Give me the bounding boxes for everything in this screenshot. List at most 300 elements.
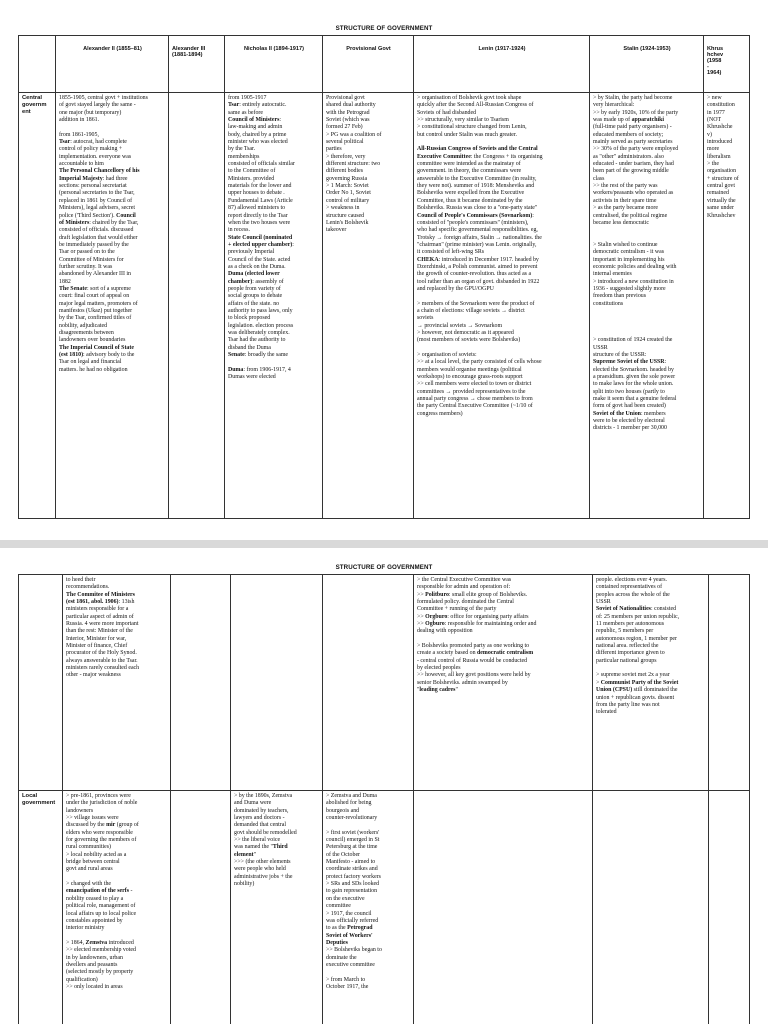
- text-line: >> Politburo: small elite group of Bolsheviks.: [417, 591, 528, 598]
- text-line: when the two houses were: [228, 219, 291, 226]
- text-line: dominate the: [326, 954, 357, 961]
- text-line: Council of Ministers:: [228, 117, 282, 124]
- text-line: disagreements between: [59, 330, 114, 336]
- text-line: The Commitee of Ministers: [66, 591, 135, 598]
- text-line: Tsar had the authority to: [228, 337, 286, 344]
- text-line: constitutions: [593, 300, 624, 307]
- row-label-central: [19, 93, 56, 519]
- text-line: Tsar or passed on to the: [59, 249, 115, 256]
- text-line: >> elected membership voted: [66, 947, 136, 954]
- text-line: > by the 1890s, Zemstva: [234, 793, 293, 799]
- cell-khrushchev-central-cont: [709, 575, 750, 791]
- cell-nicholas-ii-central-cont: [231, 575, 323, 791]
- text-line: qualification): [66, 976, 98, 983]
- text-line: consisted of "people's commissars" (ministers),: [417, 219, 529, 226]
- text-line: than the rest: Minister of the: [66, 628, 133, 635]
- text-line: the party Central Executive Committee (~1/10 of: [417, 403, 533, 410]
- text-line: (personal secretaries to the Tsar,: [59, 190, 135, 197]
- blank-line: [228, 359, 320, 366]
- government-structure-table-continued: [18, 574, 750, 1024]
- cell-khrushchev-central: [704, 93, 750, 519]
- text-line: abandoned by Alexander III in: [59, 271, 131, 278]
- text-line: report directly to the Tsar: [228, 212, 288, 219]
- row-label-local: [19, 791, 63, 1024]
- text-line: Fundamental Laws (Article: [228, 197, 293, 204]
- text-line: > however, not democratic as it appeared: [417, 330, 514, 336]
- text-line: particular aspect of admin of: [66, 613, 134, 620]
- text-line: centralised, the political regime: [593, 212, 668, 219]
- text-line: under the jurisdiction of noble: [66, 800, 138, 807]
- text-line: virtually the: [707, 197, 736, 204]
- blank-line: [326, 969, 411, 976]
- text-line: and Duma were: [234, 800, 272, 807]
- row-label-line: ent: [22, 109, 31, 115]
- text-line: > 1917, the council: [326, 910, 372, 917]
- text-line: 1936 - suggested slightly more: [593, 285, 666, 292]
- cell-alexander-iii-central-cont: [171, 575, 231, 791]
- text-line: structure of the USSR:: [593, 352, 647, 359]
- cell-khrushchev-local: [709, 791, 750, 1024]
- text-line: body, chaired by a prime: [228, 131, 287, 138]
- text-line: 1855-1905, central govt + institutions: [59, 95, 148, 101]
- text-line: economic policies and dealing with: [593, 263, 677, 270]
- text-line: people from variety of: [228, 285, 281, 292]
- text-line: CHEKA: introduced in December 1917. headed by: [417, 256, 539, 263]
- text-line: > organisation of Bolshevik govt took shape: [417, 95, 522, 101]
- document-page-2: [0, 548, 768, 1024]
- text-line: one major (but temporary): [59, 109, 122, 116]
- text-line: always answerable to the Tsar.: [66, 657, 138, 664]
- text-line: dwellers and peasants: [66, 961, 118, 968]
- text-line: minister who was elected: [228, 139, 288, 146]
- text-line: quickly after the Second All-Russian Congress of: [417, 102, 534, 109]
- text-line: > constitutional structure changed from Lenin,: [417, 124, 527, 131]
- text-line: Bolsheviks. Russia was close to a "one-party state": [417, 205, 538, 212]
- text-line: USSR: [593, 344, 608, 351]
- text-line: by elected peoples: [417, 665, 461, 672]
- text-line: educated - under tsarism, they had: [593, 161, 674, 168]
- text-line: were people who held: [234, 866, 286, 873]
- local-government-row: [19, 791, 750, 1024]
- text-line: > constitution of 1924 created the: [593, 337, 673, 344]
- text-line: Tsar: entirely autocratic.: [228, 102, 287, 109]
- text-line: members would organise meetings (political: [417, 366, 522, 373]
- text-line: > new: [707, 95, 722, 101]
- page-title: STRUCTURE OF GOVERNMENT: [335, 25, 433, 32]
- text-line: > changed with the: [66, 881, 112, 888]
- text-line: bridge between central: [66, 859, 120, 866]
- cell-stalin-local: [593, 791, 709, 1024]
- text-line: government. in theory, the commissars were: [417, 168, 522, 175]
- text-line: Tsar on legal and financial: [59, 359, 122, 366]
- text-line: was named the "Third: [234, 844, 288, 851]
- text-line: landowners over boundaries: [59, 337, 126, 344]
- text-line: > pre-1861, provinces were: [66, 793, 131, 799]
- text-line: major legal matters, promoters of: [59, 300, 138, 307]
- text-line: >> the liberal voice: [234, 837, 281, 844]
- header-line: hchev: [707, 52, 724, 58]
- text-line: > 1 March: Soviet: [326, 183, 369, 190]
- text-line: authority to pass laws, only: [228, 307, 293, 314]
- text-line: Union (CPSU) still dominated the: [596, 687, 678, 694]
- text-line: Khrushche: [707, 124, 733, 131]
- text-line: on the executive: [326, 895, 365, 902]
- text-line: >> village issues were: [66, 815, 119, 822]
- text-line: to make laws for the whole union.: [593, 381, 674, 388]
- cell-lenin-central: [414, 93, 590, 519]
- blank-line: [66, 933, 168, 940]
- text-line: lawyers and doctors -: [234, 815, 285, 822]
- header-lenin: Lenin (1917-1924): [414, 36, 590, 93]
- text-line: elders who were responsible: [66, 829, 133, 836]
- text-line: > 1864, Zemstva introduced: [66, 939, 134, 946]
- text-line: autonomous region, 1 member per: [596, 635, 677, 642]
- text-line: (est 1861, abol. 1906): 13ish: [66, 599, 135, 606]
- text-line: Bolsheviks were expelled from the Executive: [417, 190, 525, 197]
- text-line: > Zemstva and Duma: [326, 793, 377, 799]
- text-line: nobility): [234, 881, 255, 888]
- text-line: split into two houses (partly to: [593, 388, 665, 395]
- text-line: dominated by teachers,: [234, 807, 289, 814]
- text-line: All-Russian Congress of Soviets and the Central: [417, 146, 538, 153]
- text-line: counter-revolutionary: [326, 815, 378, 822]
- text-line: consisted of officials. discussed: [59, 227, 134, 234]
- blank-line: [66, 874, 168, 881]
- text-line: who had specific governmental responsibilities. eg,: [417, 227, 538, 234]
- text-line: govt should be remodelled: [234, 829, 297, 836]
- text-line: accountable to him: [59, 161, 104, 168]
- text-line: > first soviet (workers': [326, 829, 380, 836]
- text-line: responsible for admin and operation of:: [417, 584, 511, 591]
- text-line: national area. reflected the: [596, 643, 659, 650]
- text-line: nobility ceased to play a: [66, 895, 124, 902]
- blank-line: [417, 345, 587, 352]
- text-line: union + republican govts. dissent: [596, 694, 675, 701]
- blank-line: [593, 227, 701, 234]
- text-line: committee: [326, 903, 351, 910]
- text-line: Council of the State. acted: [228, 256, 291, 263]
- text-line: Interior, Minister for war,: [66, 635, 127, 642]
- blank-line: [593, 323, 701, 330]
- text-line: Senate: broadly the same: [228, 352, 289, 359]
- text-line: Dzerzhinski, a Polish communist. aimed to prevent: [417, 263, 538, 270]
- header-khrushchev: [704, 36, 750, 93]
- text-line: by the Tsar, confirmed titles of: [59, 315, 132, 322]
- government-structure-table: [18, 35, 750, 519]
- text-line: same under: [707, 205, 734, 212]
- text-line: discussed by the mir (group of: [66, 822, 139, 829]
- cell-lenin-local: [414, 791, 593, 1024]
- text-line: senior Bolsheviks. admin swamped by: [417, 679, 508, 686]
- text-line: to as the Petrograd: [326, 925, 373, 932]
- text-line: but control under Stalin was much greater.: [417, 131, 517, 138]
- text-line: interior ministry: [66, 925, 105, 932]
- text-line: of the October: [326, 851, 361, 858]
- text-line: >> by early 1920s, 10% of the party: [593, 109, 679, 116]
- text-line: a chain of elections: village soviets → district: [417, 307, 525, 314]
- text-line: October 1917, the: [326, 983, 369, 990]
- text-line: draft legislation that would either: [59, 234, 138, 241]
- text-line: The Personal Chancellory of his: [59, 168, 140, 175]
- text-line: >> structurally, very similar to Tsarism: [417, 117, 509, 124]
- cell-alexander-ii-local: [63, 791, 171, 1024]
- blank-line: [596, 665, 706, 672]
- text-line: disband the Duma: [228, 344, 271, 351]
- text-line: (NOT: [707, 117, 722, 124]
- text-line: Order No 1, Soviet: [326, 190, 371, 197]
- text-line: in 1977: [707, 109, 725, 116]
- blank-line: [326, 822, 411, 829]
- text-line: tolerated: [596, 709, 617, 716]
- header-stalin: Stalin (1924-1953): [590, 36, 704, 93]
- text-line: ministers responsible for a: [66, 606, 129, 613]
- text-line: in by landowners, urban: [66, 954, 123, 961]
- text-line: > Communist Party of the Soviet: [596, 679, 679, 686]
- text-line: nobility, adjudicated: [59, 322, 108, 329]
- text-line: implementation. everyone was: [59, 153, 132, 160]
- text-line: control of military: [326, 197, 370, 204]
- text-line: Petersburg at the time: [326, 844, 378, 851]
- text-line: 1882: [59, 278, 71, 285]
- text-line: internal enemies: [593, 271, 632, 278]
- cell-alexander-ii-central: [56, 93, 169, 519]
- text-line: State Council (nominated: [228, 234, 293, 241]
- text-line: > introduced a new constitution in: [593, 278, 674, 285]
- text-line: organisation: [707, 168, 737, 175]
- text-line: republic, 5 members per: [596, 628, 654, 635]
- text-line: (most members of soviets were Bolsheviks): [417, 337, 521, 344]
- text-line: structure caused: [326, 212, 365, 219]
- row-label-line: Local: [22, 793, 38, 799]
- row-label-line: Central: [22, 95, 42, 101]
- text-line: tool rather than an organ of govt. disbanded in 1922: [417, 278, 540, 285]
- text-line: Trotsky → foreign affairs, Stalin → nationalities. the: [417, 234, 542, 241]
- text-line: affairs of the state. no: [228, 300, 280, 307]
- text-line: in recess.: [228, 227, 250, 234]
- text-line: social groups to debate: [228, 293, 283, 300]
- text-line: Duma: from 1906-1917, 4: [228, 366, 291, 373]
- text-line: govt and rural areas: [66, 866, 113, 873]
- text-line: "leading cadres": [417, 687, 458, 694]
- text-line: > as the party became more: [593, 205, 658, 212]
- text-line: matters. he had no obligation: [59, 366, 128, 373]
- header-line: Khrus: [707, 46, 724, 52]
- text-line: >> 30% of the party were employed: [593, 146, 679, 153]
- text-line: class: [593, 175, 605, 182]
- text-line: Dumas were elected: [228, 374, 276, 381]
- text-line: >> Ogburo: responsible for maintaining order and: [417, 621, 537, 628]
- text-line: >> however, all key govt positions were held by: [417, 672, 531, 679]
- text-line: democratic centralism - it was: [593, 249, 664, 256]
- text-line: 11 members per autonomous: [596, 621, 665, 628]
- text-line: > Stalin wished to continue: [593, 241, 658, 248]
- text-line: workshops) to encourage grass-roots support: [417, 374, 523, 381]
- text-line: consisted of officials similar: [228, 161, 295, 168]
- text-line: >> only located in areas: [66, 983, 123, 990]
- text-line: >> Orgburo: office for organising party affairs: [417, 613, 529, 620]
- text-line: element": [234, 851, 257, 858]
- text-line: create a society based on democratic centralism: [417, 650, 534, 657]
- text-line: be immediately passed by the: [59, 241, 129, 248]
- text-line: been part of the growing middle: [593, 168, 669, 175]
- text-line: Duma (elected lower: [228, 271, 280, 278]
- text-line: activists in their spare time: [593, 197, 657, 204]
- text-line: Supreme Soviet of the USSR:: [593, 359, 667, 366]
- text-line: people. elections ever 4 years.: [596, 577, 667, 583]
- text-line: Committee of Ministers for: [59, 256, 124, 263]
- text-line: > Bolsheviks promoted party as one working to: [417, 643, 530, 650]
- text-line: were to be elected by electoral: [593, 418, 665, 425]
- text-line: law-making and admin: [228, 124, 283, 131]
- text-line: - central control of Russia would be conducted: [417, 657, 528, 664]
- blank-line: [59, 124, 166, 131]
- text-line: peoples across the whole of the: [596, 591, 670, 598]
- text-line: Executive Committee: the Congress + its organising: [417, 153, 543, 160]
- cell-nicholas-ii-central: [225, 93, 323, 519]
- row-label-line: governm: [22, 102, 47, 108]
- text-line: + structure of: [707, 175, 739, 182]
- text-line: central govt: [707, 183, 735, 190]
- blank-line: [417, 636, 590, 643]
- text-line: was made up of apparatchiki: [593, 117, 665, 124]
- text-line: Manifesto - aimed to: [326, 859, 376, 866]
- text-line: Committee, thus it became dominated by the: [417, 197, 523, 204]
- text-line: "chairman" (prime minister) was Lenin. originally,: [417, 241, 537, 248]
- cell-alexander-ii-central-cont: [63, 575, 171, 791]
- text-line: Ministers), legal advisers, secret: [59, 205, 136, 212]
- text-line: chamber): assembly of: [228, 278, 284, 285]
- text-line: form of govt had been created): [593, 403, 666, 410]
- text-line: constables appointed by: [66, 917, 123, 924]
- text-line: Soviets of had disbanded: [417, 109, 477, 116]
- text-line: committee were intended as the mainstay of: [417, 161, 521, 168]
- text-line: > supreme soviet met 2x a year: [596, 672, 670, 679]
- header-line: 1964): [707, 70, 722, 76]
- blank-line: [593, 315, 701, 322]
- text-line: and replaced by the GPU/OGPU: [417, 285, 494, 292]
- cell-alexander-iii-local: [171, 791, 231, 1024]
- text-line: soviets: [417, 315, 434, 322]
- text-line: from the party line was not: [596, 701, 660, 708]
- text-line: USSR: [596, 599, 611, 606]
- text-line: control of policy making +: [59, 146, 123, 153]
- text-line: formulated policy. dominated the Central: [417, 599, 514, 606]
- text-line: committees → provided representatives to the: [417, 388, 526, 395]
- text-line: sections: personal secretariat: [59, 183, 127, 190]
- text-line: dealing with opposition: [417, 628, 473, 635]
- text-line: very hierarchical:: [593, 102, 635, 109]
- central-government-row-continued: [19, 575, 750, 791]
- text-line: > members of the Sovnarkom were the product of: [417, 300, 535, 307]
- text-line: elected the Sovnarkom. headed by: [593, 366, 674, 373]
- text-line: v): [707, 131, 712, 138]
- header-line: -: [707, 64, 709, 70]
- text-line: for governing the members of: [66, 837, 137, 844]
- text-line: >>> (the other elements: [234, 859, 291, 866]
- text-line: several political: [326, 139, 364, 146]
- blank-line: [417, 293, 587, 300]
- text-line: liberalism: [707, 153, 731, 160]
- text-line: takeover: [326, 227, 347, 234]
- text-line: important in implementing his: [593, 256, 665, 263]
- text-line: became less democratic: [593, 219, 649, 226]
- text-line: >> cell members were elected to town or district: [417, 381, 532, 388]
- cell-provisional-local: [323, 791, 414, 1024]
- text-line: Lenin's Bolshevik: [326, 219, 369, 226]
- text-line: rural communities): [66, 844, 111, 851]
- text-line: different bodies: [326, 168, 364, 175]
- page-title: STRUCTURE OF GOVERNMENT: [335, 564, 433, 571]
- text-line: freedom than previous: [593, 293, 646, 300]
- blank-line: [593, 235, 701, 242]
- text-line: The Imperial Council of State: [59, 344, 134, 351]
- text-line: recommendations.: [66, 584, 110, 591]
- text-line: from 1905-1917: [228, 95, 267, 101]
- text-line: constitution: [707, 102, 735, 109]
- text-line: parties: [326, 146, 342, 153]
- row-label-empty: [19, 575, 63, 791]
- text-line: Tsar: autocrat, had complete: [59, 139, 127, 146]
- text-line: answerable to the Executive Committee (in reality,: [417, 175, 537, 182]
- text-line: Provisional govt: [326, 95, 365, 101]
- header-alexander-iii: [169, 36, 225, 93]
- text-line: upper houses to debate .: [228, 190, 285, 197]
- cell-lenin-central-cont: [414, 575, 593, 791]
- cell-provisional-central-cont: [323, 575, 414, 791]
- header-alexander-ii: Alexander II (1855–81): [56, 36, 169, 93]
- header-line: (1881-1894): [172, 52, 203, 58]
- text-line: same as before: [228, 109, 263, 116]
- text-line: landowners: [66, 807, 94, 814]
- text-line: > weakness in: [326, 205, 360, 212]
- text-line: > the: [707, 161, 719, 168]
- text-line: ministers rarely consulted each: [66, 665, 140, 672]
- text-line: by the Tsar.: [228, 146, 256, 153]
- text-line: Soviet (which was: [326, 117, 370, 124]
- text-line: from 1861-1905,: [59, 131, 99, 138]
- text-line: was officially referred: [326, 917, 379, 924]
- cell-alexander-iii-central: [169, 93, 225, 519]
- text-line: of: 25 members per union republic,: [596, 613, 680, 620]
- text-line: > by Stalin, the party had become: [593, 95, 673, 101]
- header-line: Alexander III: [172, 46, 206, 52]
- text-line: other - major weakness: [66, 672, 121, 679]
- cell-nicholas-ii-local: [231, 791, 323, 1024]
- text-line: → provincial soviets → Sovnarkom: [417, 322, 503, 329]
- text-line: further scrutiny. It was: [59, 263, 113, 270]
- text-line: Soviet of the Union: members: [593, 410, 666, 417]
- text-line: addition in 1861.: [59, 117, 100, 124]
- text-line: protect factory workers: [326, 873, 381, 880]
- text-line: the growth of counter-revolution. thus acted as a: [417, 271, 532, 278]
- text-line: to gain representation: [326, 888, 378, 895]
- text-line: particular national groups: [596, 657, 657, 664]
- text-line: police ('Third Section'). Council: [59, 212, 136, 219]
- text-line: to block proposed: [228, 315, 271, 322]
- text-line: demanded that central: [234, 822, 287, 829]
- text-line: was deliberately complex.: [228, 330, 290, 336]
- text-line: abolished for being: [326, 800, 372, 807]
- text-line: > SRs and SDs looked: [326, 881, 380, 888]
- text-line: governing Russia: [326, 175, 368, 182]
- text-line: (est 1810): advisory body to the: [59, 352, 135, 359]
- text-line: to heed their: [66, 577, 96, 583]
- text-line: >> at a local level, the party consisted of cells whose: [417, 359, 542, 366]
- text-line: bourgeois and: [326, 807, 360, 814]
- text-line: > organisation of soviets:: [417, 352, 477, 359]
- text-line: memberships: [228, 153, 260, 160]
- cell-stalin-central-cont: [593, 575, 709, 791]
